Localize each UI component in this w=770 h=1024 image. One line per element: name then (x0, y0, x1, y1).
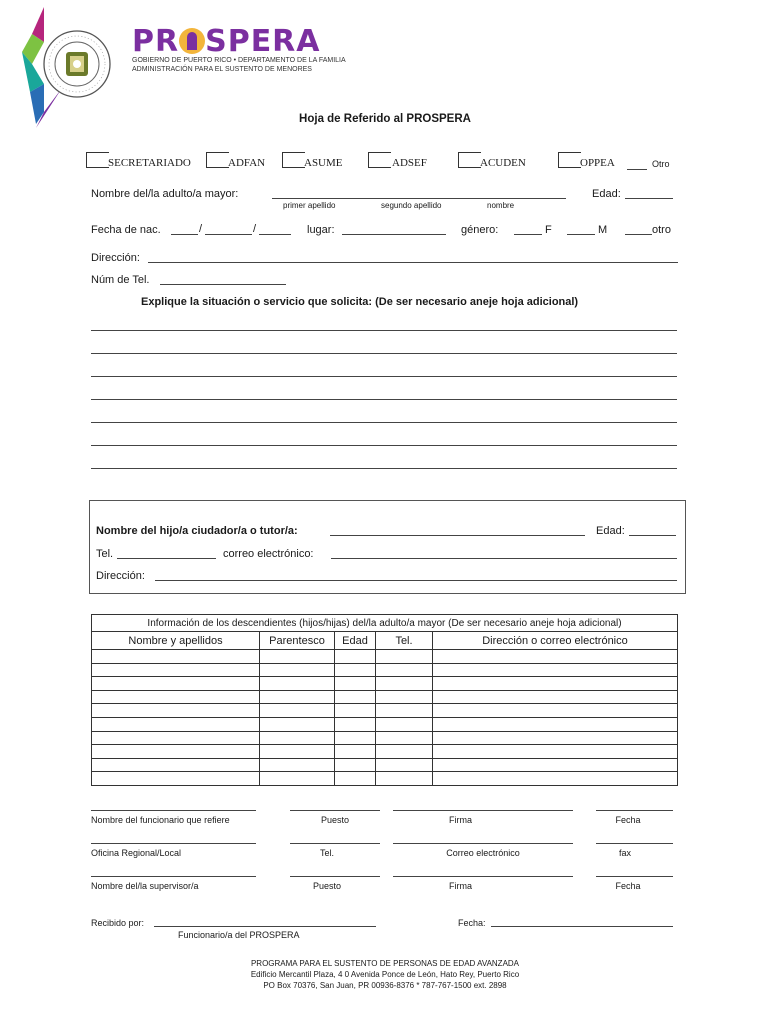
table-row[interactable] (92, 772, 678, 786)
descendants-table (91, 614, 678, 786)
explain-line[interactable] (91, 399, 677, 400)
caregiver-age-blank[interactable] (629, 535, 676, 536)
table-row[interactable] (92, 745, 678, 759)
table-row[interactable] (92, 677, 678, 691)
agency-checkbox-oppea[interactable] (558, 152, 581, 168)
sig-line[interactable] (290, 810, 380, 811)
explain-line[interactable] (91, 422, 677, 423)
sig-label-tel: Tel. (319, 848, 334, 858)
sublabel-nombre: nombre (487, 201, 515, 210)
adult-address-label: Dirección: (91, 252, 140, 264)
sig-label-puesto-2: Puesto (312, 881, 342, 891)
caregiver-age-label: Edad: (596, 525, 625, 537)
table-row[interactable] (92, 717, 678, 731)
brand-post: SPERA (205, 24, 321, 59)
agency-checkbox-adfan[interactable] (206, 152, 229, 168)
table-row[interactable] (92, 650, 678, 664)
adult-phone-label: Núm de Tel. (91, 274, 150, 286)
agency-label-adsef: ADSEF (392, 157, 427, 169)
sig-label-fecha-2: Fecha (615, 881, 641, 891)
sig-label-oficina: Oficina Regional/Local (91, 848, 182, 858)
sig-line[interactable] (596, 810, 673, 811)
explain-label: Explique la situación o servicio que solicita: (De ser necesario aneje hoja adicional) (141, 296, 579, 308)
agency-label-acuden: ACUDEN (480, 157, 526, 169)
birth-day-blank[interactable] (171, 234, 198, 235)
agency-label-oppea: OPPEA (580, 157, 615, 169)
sig-label-puesto: Puesto (320, 815, 350, 825)
sublabel-segundo-apellido: segundo apellido (381, 201, 442, 210)
col-header-tel: Tel. (376, 632, 433, 650)
adult-age-label: Edad: (592, 188, 621, 200)
footer-line1: PROGRAMA PARA EL SUSTENTO DE PERSONAS DE EDAD AVANZADA (250, 959, 520, 968)
sig-label-correo: Correo electrónico (446, 848, 520, 858)
gender-f-label: F (545, 224, 552, 236)
explain-line[interactable] (91, 353, 677, 354)
explain-line[interactable] (91, 376, 677, 377)
adult-address-blank[interactable] (148, 262, 678, 263)
sig-label-supervisor: Nombre del/la supervisor/a (91, 881, 199, 891)
sig-line[interactable] (393, 810, 573, 811)
adult-name-label: Nombre del/la adulto/a mayor: (91, 188, 239, 200)
table-row[interactable] (92, 690, 678, 704)
gender-label: género: (461, 224, 499, 236)
gender-m-label: M (598, 224, 608, 236)
adult-name-blank[interactable] (272, 198, 566, 199)
explain-line[interactable] (91, 330, 677, 331)
caregiver-address-blank[interactable] (155, 580, 677, 581)
agency-label-adfan: ADFAN (228, 157, 266, 169)
explain-line[interactable] (91, 445, 677, 446)
caregiver-tel-blank[interactable] (117, 558, 216, 559)
col-header-edad: Edad (335, 632, 376, 650)
place-label: lugar: (307, 224, 335, 236)
explain-line[interactable] (91, 468, 677, 469)
agency-checkbox-asume[interactable] (282, 152, 305, 168)
col-header-nombre: Nombre y apellidos (92, 632, 260, 650)
gender-other-label: otro (652, 224, 671, 236)
sig-label-firma-2: Firma (449, 881, 472, 891)
received-date-blank[interactable] (491, 926, 673, 927)
brand-subtitle (132, 56, 346, 74)
adult-phone-blank[interactable] (160, 284, 286, 285)
caregiver-address-label: Dirección: (96, 570, 145, 582)
footer-line2: Edificio Mercantil Plaza, 4 0 Avenida Ponce de León, Hato Rey, Puerto Rico (250, 970, 520, 979)
caregiver-tel-label: Tel. (96, 548, 114, 560)
received-date-label: Fecha: (458, 918, 486, 928)
brand-wordmark (132, 24, 321, 59)
agency-label-secretariado: SECRETARIADO (108, 157, 191, 169)
sig-line[interactable] (393, 876, 573, 877)
caregiver-email-blank[interactable] (331, 558, 677, 559)
caregiver-name-label: Nombre del hijo/a ciudador/a o tutor/a: (96, 525, 298, 537)
sig-label-fecha: Fecha (615, 815, 641, 825)
caregiver-email-label: correo electrónico: (223, 548, 314, 560)
birth-month-blank[interactable] (205, 234, 252, 235)
caregiver-name-blank[interactable] (330, 535, 585, 536)
table-row[interactable] (92, 758, 678, 772)
sig-line[interactable] (596, 843, 673, 844)
birth-year-blank[interactable] (259, 234, 291, 235)
gender-other-blank[interactable] (625, 234, 652, 235)
form-title: Hoja de Referido al PROSPERA (299, 113, 471, 125)
gender-f-blank[interactable] (514, 234, 542, 235)
other-blank[interactable] (627, 169, 647, 170)
table-row[interactable] (92, 731, 678, 745)
sig-line[interactable] (290, 843, 380, 844)
sig-line[interactable] (596, 876, 673, 877)
agency-checkbox-acuden[interactable] (458, 152, 481, 168)
date-slash-1: / (199, 223, 203, 235)
brand-o-icon (179, 28, 205, 54)
sig-line[interactable] (91, 843, 256, 844)
place-blank[interactable] (342, 234, 446, 235)
footer-line3: PO Box 70376, San Juan, PR 00936-8376 * 787-767-1500 ext. 2898 (263, 981, 507, 990)
table-row[interactable] (92, 663, 678, 677)
sig-label-firma: Firma (449, 815, 472, 825)
received-label: Recibido por: (91, 918, 145, 928)
date-slash-2: / (253, 223, 257, 235)
col-header-direccion: Dirección o correo electrónico (433, 632, 678, 650)
sig-line[interactable] (290, 876, 380, 877)
sig-label-funcionario: Nombre del funcionario que refiere (91, 815, 230, 825)
footer (0, 958, 770, 991)
col-header-parentesco: Parentesco (260, 632, 335, 650)
agency-row (86, 152, 686, 172)
adult-age-blank[interactable] (625, 198, 673, 199)
agency-label-asume: ASUME (304, 157, 343, 169)
birth-date-label: Fecha de nac. (91, 224, 161, 236)
sig-line[interactable] (91, 810, 256, 811)
sig-line[interactable] (91, 876, 256, 877)
descendants-caption: Información de los descendientes (hijos/hijas) del/la adulto/a mayor (De ser necesario aneje hoja adicional) (92, 615, 678, 632)
sublabel-primer-apellido: primer apellido (283, 201, 336, 210)
agency-checkbox-adsef[interactable] (368, 152, 391, 168)
table-row[interactable] (92, 704, 678, 718)
brand-pre: PR (132, 24, 180, 59)
received-blank[interactable] (154, 926, 376, 927)
other-label: Otro (652, 159, 670, 169)
subtitle-line2: ADMINISTRACIÓN PARA EL SUSTENTO DE MENORES (132, 66, 312, 73)
sig-line[interactable] (393, 843, 573, 844)
received-sub-label: Funcionario/a del PROSPERA (178, 930, 300, 940)
sig-label-fax: fax (618, 848, 631, 858)
agency-checkbox-secretariado[interactable] (86, 152, 109, 168)
gender-m-blank[interactable] (567, 234, 595, 235)
subtitle-line1: GOBIERNO DE PUERTO RICO • DEPARTAMENTO DE LA FAMILIA (132, 57, 346, 64)
